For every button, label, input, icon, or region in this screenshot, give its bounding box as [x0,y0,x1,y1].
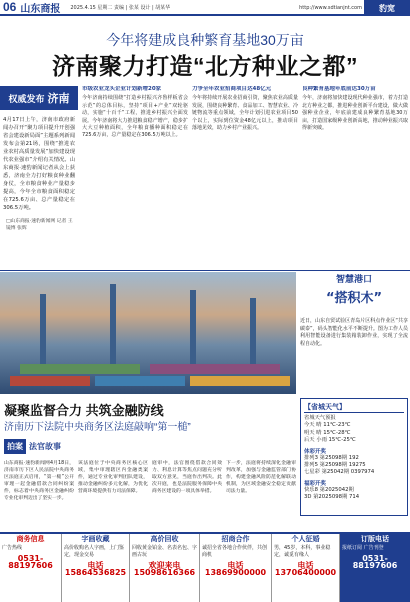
ad-text: 回收黄金铂金、名表名包、字画古玩 [132,545,198,558]
crane-shape [250,298,256,364]
ad-phone: 电话 15864536825 [64,561,127,577]
lottery-title: 体彩开奖 [304,448,327,455]
law-tag-primary: 拍案 [4,439,26,454]
lead-intro-text: 4月17日上午，济南市政府新闻办召开“聚力项目提升开创强省会建设新局面”主题系列新闻发布会第21场，围绕“推进农业农村高质量发展”加快建设现代农业强市”介绍有关情况。山东商报·速豹新闻记者从会上获悉，济南全力打好粮食种业翻身仗，全市粮食种业产量稳步提高，今年全市粮食面积稳定在725.6万亩、总产量稳定在306.5万吨。 [3,117,75,211]
ad-calligraphy[interactable] [62,534,130,602]
lead-byline: □山东商报·速豹新闻网 记者 王镜博 张辉 [6,219,73,231]
crane-shape [190,290,196,364]
ad-business[interactable] [0,534,62,602]
law-tag [4,436,104,456]
welfare-line: 3D 第2025098期 714 [304,494,360,501]
ad-title: 招商合作 [221,535,250,543]
ad-title: 商务信息 [16,535,45,543]
page-number: 06 [3,0,17,14]
weather-today-label: 省城天气预报 [304,415,336,421]
welfare-title: 福彩开奖 [304,480,327,487]
ad-title: 订版电话 [361,535,389,543]
paper-name: 山东商报 [20,3,61,15]
lottery-line: 七星彩 第25042期 0397974 [304,469,375,476]
second-column-1: 山东商报·速豹新闻网4月18日，济南市历下区人民法院中央商务区法庭正式启用，“第一槌”公开审理一起金融借款合同纠纷案件，标志着中央商务区金融纠纷专业化审判迈出了坚实一步。 [4,461,74,501]
ad-subscription[interactable] [340,534,410,602]
welfare-line: 快乐8 第2025042期 [304,486,354,493]
ad-phone: 电话 13706400000 [274,561,337,577]
port-photo [0,272,296,394]
lead-left-column [0,86,78,266]
page-header [0,0,410,16]
lead-column-2 [192,86,298,266]
ad-phone: 电话 13869900000 [204,561,267,577]
second-kicker: 凝聚监督合力 共筑金融防线 [4,403,164,418]
weather-today: 今天 晴 11℃-23℃ [304,422,351,429]
ad-partnership[interactable] [200,534,272,602]
second-column-2: 该法庭位于中央商务区核心区域，集中审理辖区内金融类案件，通过专业化审判团队建设，推动金融纠纷多元化解，为优化营商环境提供有力司法保障。 [78,461,148,494]
section-badge: 豹宽 [364,0,410,16]
weather-box [300,398,408,516]
container-row [95,376,185,386]
container-row [20,364,140,374]
weather-after: 后天 小雨 15℃-25℃ [304,437,356,444]
authority-tag-right: 济南 [47,92,70,105]
ad-matchmaking[interactable] [272,534,340,602]
site-url[interactable]: http://www.sdtianjnt.com [299,5,362,11]
lead-column-3-text: 今年，济南将加快建设现代种业强市，着力打造北方种业之都，推进种业创新平台建设，做大做强种业企业，年底前建成良种繁育基地30万亩，打造国家级种业创新高地，推动种业振兴取得新突破。 [302,95,408,132]
container-row [10,376,90,386]
lead-subhead-2: 力争全年农业招商项目达48亿元 [192,86,272,92]
crane-shape [110,284,116,364]
ad-text: 诚招全省各地合作伙伴，共创商机 [202,545,268,558]
ad-phone: 欢迎来电 15098616366 [133,561,196,577]
issue-meta: 2025.4.15 星期二 责编 | 张某 设计 | 胡某华 [70,4,171,11]
lead-subhead-1: 市级农业龙头企业计划新增20家 [82,86,162,92]
ad-bar [0,532,410,602]
lead-headline: 济南聚力打造“北方种业之都” [52,53,358,79]
ad-phone: 0531-88197606 [8,554,53,570]
container-row [150,364,280,374]
lead-kicker: 今年将建成良种繁育基地30万亩 [106,32,304,48]
weather-title: 【省城天气】 [304,402,404,413]
second-column-4: 下一步，法庭将持续深化金融审判改革，加强与金融监管部门协作，构建金融风险防范化解联动机制，为区域金融安全稳定贡献司法力量。 [226,461,296,494]
port-caption: 近日，山东自贸试验区青岛片区科点作业区“共享碳泰”，码头智能化水平不断提升。图为工作人员利用智能设备进行集装箱装卸作业，实现了全流程自动化。 [300,318,408,347]
ad-phone: 0531-88197606 [352,554,398,570]
lead-body [82,86,408,266]
weather-tomorrow: 明天 晴 15℃-28℃ [304,429,351,436]
ad-text: 广告热线 [2,545,23,551]
second-headline: 济南历下法院中央商务区法庭敲响“第一槌” [4,422,191,433]
section-divider [0,270,410,271]
lead-column-3 [302,86,408,266]
port-label-top: 智慧港口 [335,275,372,285]
crane-shape [40,294,46,364]
lead-column-2-text: 今年将持续开展农业招商引资，聚焦农业高质量发展，围绕良种繁育、食品加工、智慧农业、冷链物流等重点领域，全年计划引进农业项目50个以上，实际到位资金48亿元以上，推动项目落地见效，助力乡村产业振兴。 [192,95,298,132]
port-label-main: “搭积木” [325,291,383,306]
ad-text: 高价收购名人字画，上门鉴定，现金交易 [64,545,125,558]
lottery-line: 排列3 第25098期 192 [304,454,359,461]
lottery-line: 排列5 第25098期 19275 [304,462,366,469]
authority-tag-left: 权威发布 [8,94,45,105]
authority-tag [0,86,78,110]
ad-title: 高价回收 [150,535,179,543]
ad-recycling[interactable] [130,534,200,602]
lead-column-1-text: 今年济南持续围绕“打造乡村振兴齐鲁样板省会示范”的总体目标，坚持“项目+产业”双轮驱动，实施“十百千”工程，推进乡村振兴全面发展。今年济南将大力推进粮食稳产增产，稳步扩大大豆种植面积，全年粮食播种面积稳定在725.6万亩，总产量稳定在306.5万吨以上。 [82,95,188,139]
port-label [298,272,410,312]
ad-text: 报纸订阅 广告刊登 [342,545,384,551]
second-column-3: 庭审中，法官围绕借款合同效力、利息计算等焦点问题充分听取双方意见，当庭作出判决。此次开庭，也是法院服务保障中央商务区建设的一项具体举措。 [152,461,222,494]
lead-column-1 [82,86,188,266]
law-tag-secondary: 法官故事 [29,441,61,451]
ad-title: 个人征婚 [291,535,320,543]
ad-title: 字画收藏 [81,535,110,543]
second-body [4,460,296,528]
container-row [190,376,290,386]
ad-text: 男，45岁，本科，事业稳定，诚觅有缘人 [274,545,331,558]
lead-subhead-3: 良种繁育基地年底前达30万亩 [302,86,376,92]
